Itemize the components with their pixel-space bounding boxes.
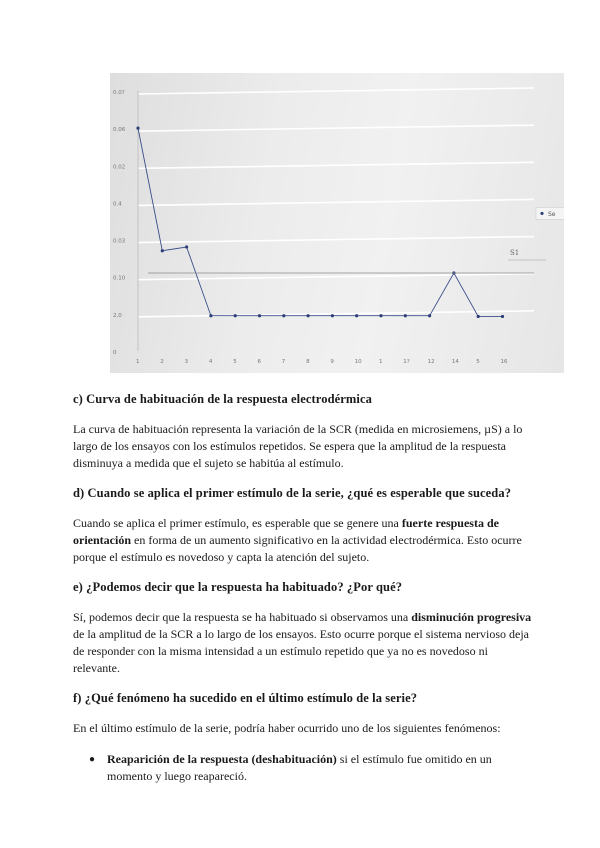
data-point	[501, 315, 504, 318]
habituation-chart	[110, 73, 564, 373]
data-point	[307, 314, 310, 317]
y-tick-label: 0.0?	[113, 90, 125, 96]
y-tick-label: 0.03	[113, 238, 126, 245]
x-tick-label: 3	[184, 359, 189, 365]
data-point	[136, 127, 139, 130]
heading-d: d) Cuando se aplica el primer estímulo de la serie, ¿qué es esperable que suceda?	[73, 486, 512, 500]
data-point	[282, 314, 285, 317]
data-point	[379, 314, 382, 317]
y-tick-label: 0.10	[113, 275, 126, 282]
paragraph-d: Cuando se aplica el primer estímulo, es esperable que se genere una fuerte respuesta de orientación en forma de un aumento significativo en la actividad electrodérmica. Esto ocurre porque el estímulo es novedoso y capta la atención del sujeto.	[73, 516, 522, 564]
y-tick-label: 0	[113, 350, 117, 356]
chart-photo	[110, 73, 564, 373]
paragraph-c: La curva de habituación representa la variación de la SCR (medida en microsiemens, µS) a lo largo de los ensayos con los estímulos repetidos. Se espera que la amplitud de la respuesta disminuya a medida que el sujeto se habitúa al estímulo.	[73, 422, 523, 470]
gridline	[138, 237, 534, 243]
x-tick-label: 4	[208, 359, 213, 365]
data-point	[331, 314, 334, 317]
paragraph-e: Sí, podemos decir que la respuesta se ha habituado si observamos una disminución progresiva de la amplitud de la SCR a lo largo de los ensayos. Esto ocurre porque el sistema nervioso deja de responder con la misma intensidad a un estímulo repetido que ya no es novedoso ni relevante.	[73, 610, 532, 675]
heading-f: f) ¿Qué fenómeno ha sucedido en el último estímulo de la serie?	[73, 691, 418, 705]
data-point	[404, 314, 407, 317]
document-body	[73, 392, 533, 785]
legend-label: Se	[548, 210, 556, 218]
x-tick-label: 16	[500, 359, 508, 365]
paragraph-f: En el último estímulo de la serie, podría haber ocurrido uno de los siguientes fenómenos:	[73, 721, 501, 735]
gridline	[138, 199, 534, 205]
x-tick-label: 10	[354, 359, 362, 365]
x-tick-label: 12	[427, 359, 435, 365]
x-tick-label: 6	[257, 359, 261, 365]
data-point	[355, 314, 358, 317]
x-tick-label: 8	[306, 359, 310, 365]
y-tick-label: 0.4	[113, 201, 122, 208]
x-tick-label: 5	[476, 359, 480, 365]
phenomena-list	[73, 751, 533, 785]
heading-c: c) Curva de habituación de la respuesta electrodérmica	[73, 392, 372, 406]
gridline	[138, 125, 534, 131]
data-point	[161, 249, 164, 252]
list-item: ● Reaparición de la respuesta (deshabituación) si el estímulo fue omitido en un momento y luego reapareció.	[89, 752, 492, 783]
y-tick-label: 0.06	[113, 127, 126, 134]
legend-marker	[540, 212, 543, 215]
x-tick-label: 1?	[403, 359, 410, 365]
y-tick-label: 0.02	[113, 164, 126, 171]
heading-e: e) ¿Podemos decir que la respuesta ha habituado? ¿Por qué?	[73, 580, 403, 594]
x-tick-label: 9	[330, 359, 334, 365]
x-tick-label: 2	[160, 359, 164, 365]
y-tick-label: 2,0	[113, 312, 122, 319]
data-point	[209, 314, 212, 317]
x-tick-label: 5	[233, 359, 237, 365]
bullet-icon: ●	[89, 754, 96, 765]
data-point	[428, 314, 431, 317]
gridline	[138, 88, 534, 94]
data-point	[185, 245, 188, 248]
x-tick-label: 7	[281, 359, 286, 365]
data-point	[234, 314, 237, 317]
x-tick-label: 14	[451, 359, 459, 365]
x-tick-label: 1	[136, 359, 140, 365]
annotation-label: S1	[510, 249, 520, 257]
data-point	[477, 315, 480, 318]
series-line	[138, 128, 503, 316]
data-point	[258, 314, 261, 317]
gridline	[138, 162, 534, 168]
x-tick-label: 1	[379, 359, 383, 365]
